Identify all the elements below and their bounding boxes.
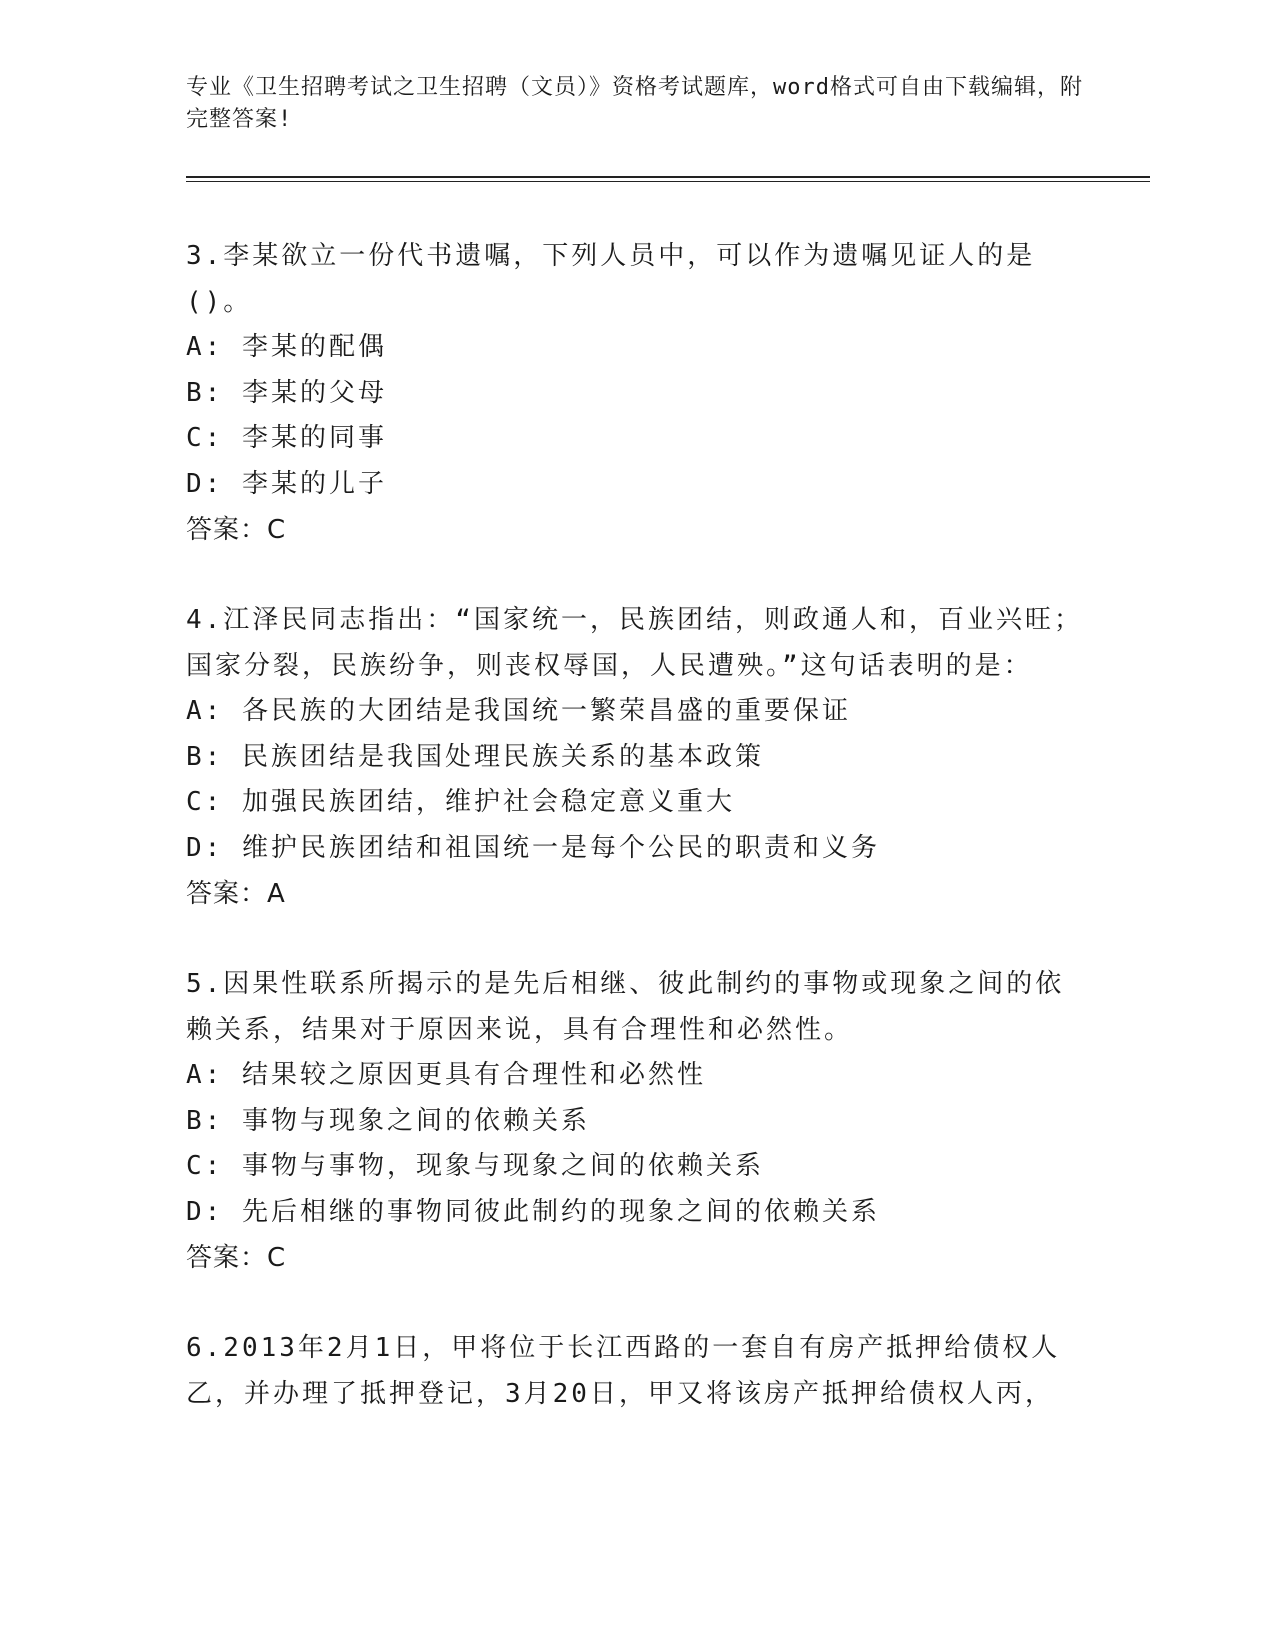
question-3 — [186, 233, 1086, 553]
question-text: 3.李某欲立一份代书遗嘱，下列人员中，可以作为遗嘱见证人的是()。 — [186, 241, 1036, 317]
question-text: 5.因果性联系所揭示的是先后相继、彼此制约的事物或现象之间的依赖关系，结果对于原因来说，具有合理性和必然性。 — [186, 969, 1065, 1045]
option-c: C: 事物与事物，现象与现象之间的依赖关系 — [186, 1151, 764, 1181]
header-divider — [186, 176, 1150, 178]
option-d: D: 先后相继的事物同彼此制约的现象之间的依赖关系 — [186, 1196, 880, 1227]
option-a: A: 李某的配偶 — [186, 332, 387, 362]
question-text: 6.2013年2月1日，甲将位于长江西路的一套自有房产抵押给债权人乙，并办理了抵押登记，3月20日，甲又将该房产抵押给债权人丙， — [186, 1333, 1061, 1409]
option-a: A: 各民族的大团结是我国统一繁荣昌盛的重要保证 — [186, 696, 851, 726]
option-b: B: 民族团结是我国处理民族关系的基本政策 — [186, 741, 764, 772]
option-d: D: 李某的儿子 — [186, 468, 387, 499]
answer: 答案：C — [186, 515, 287, 545]
answer: 答案：C — [186, 1243, 287, 1273]
question-5 — [186, 961, 1086, 1281]
option-a: A: 结果较之原因更具有合理性和必然性 — [186, 1060, 706, 1090]
option-c: C: 李某的同事 — [186, 423, 387, 453]
question-text: 4.江泽民同志指出：“国家统一，民族团结，则政通人和，百业兴旺；国家分裂，民族纷争，则丧权辱国，人民遭殃。”这句话表明的是： — [186, 605, 1083, 681]
option-b: B: 李某的父母 — [186, 377, 387, 408]
header-divider-thin — [186, 181, 1150, 182]
option-c: C: 加强民族团结，维护社会稳定意义重大 — [186, 787, 735, 817]
option-d: D: 维护民族团结和祖国统一是每个公民的职责和义务 — [186, 832, 880, 863]
page-header: 专业《卫生招聘考试之卫生招聘（文员）》资格考试题库，word格式可自由下载编辑，附完整答案! — [186, 75, 1083, 132]
answer: 答案：A — [186, 879, 286, 909]
question-4 — [186, 597, 1086, 917]
option-b: B: 事物与现象之间的依赖关系 — [186, 1105, 590, 1136]
question-6 — [186, 1325, 1086, 1417]
